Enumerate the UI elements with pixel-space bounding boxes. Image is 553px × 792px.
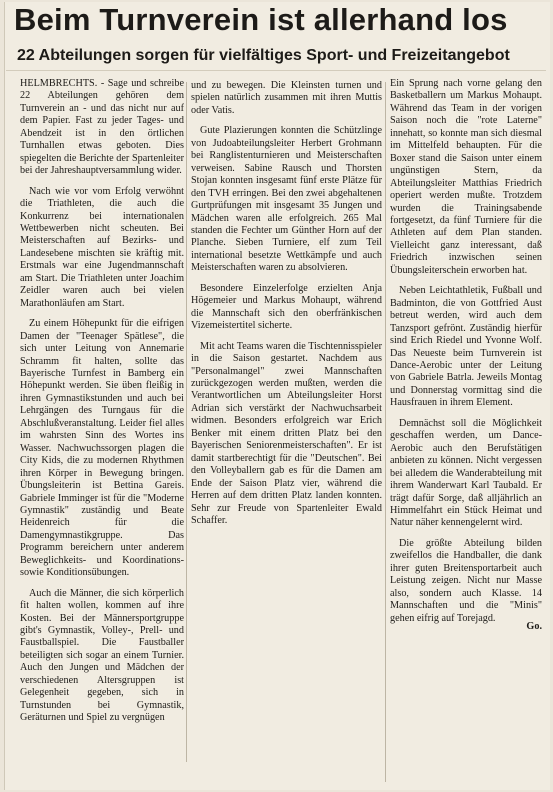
paragraph: Auch die Männer, die sich körperlich fit halten wollen, kommen auf ihre Kosten. Bei der Männersportgruppe gibt's Gymnastik, Volley-, Prell- und Faustballspiel. Die Faustballer beteiligten sich sogar an einem Turnier. Auch den Jungen und Mädchen der verschiedenen Altersgruppen ist Gelegenheit gegeben, sich in Turnstunden bei Gymnastik, Geräturnen und Spiel zu vergnügen: [20, 587, 184, 724]
paragraph: und zu bewegen. Die Kleinsten turnen und spielen natürlich zusammen mit ihren Muttis oder Vatis.: [191, 80, 382, 116]
column-divider: [186, 82, 187, 762]
article-column-2: [191, 80, 382, 792]
paragraph: Besondere Einzelerfolge erzielten Anja Högemeier und Markus Mohaupt, während die Mannschaft sich den oberfränkischen Vizemeistertitel sicherte.: [191, 282, 382, 332]
paragraph: Die größte Abteilung bilden zweifellos die Handballer, die dank ihrer guten Breitensportarbeit auch Leistung zeigen. Nicht nur Masse also, sondern auch Klasse. 14 Mannschaften und die "Minis" gehen eifrig auf Torejagd.: [390, 537, 542, 624]
paragraph: Zu einem Höhepunkt für die eifrigen Damen der "Teenager Spätlese", die sich unter Leitung von Annemarie Schramm fit halten, sollte das Bayerische Turnfest in Bamberg ein Höhepunkt werden. Sie üben fleißig in ihren Gymnastikstunden und auch bei Lehrgängen des Turngaus für die Abschlußveranstaltung. Leider fiel alles im wahrsten Sinn des Wortes ins Wasser. Nachwuchssorgen plagen die City Kids, die zu modernen Rhythmen ihren Körper in Bewegung bringen. Übungsleiterin ist Bettina Gareis. Gabriele Imminger ist für die "Moderne Gymnastik" zuständig und Beate Heidenreich für die Damengymnastikgruppe. Das Programm bereichern unter anderem Beweglichkeits- und Koordinations- sowie Konditionsübungen.: [20, 318, 184, 579]
column-divider: [385, 82, 386, 782]
article-column-1: [20, 78, 184, 790]
paragraph: Neben Leichtathletik, Fußball und Badminton, die von Gottfried Aust betreut werden, wird auch dem Tanzsport gefrönt. Zuständig hierfür sind Erich Riedel und Yvonne Wolf. Das Neueste beim Turnverein ist Dance-Aerobic unter der Leitung von Gabriele Batrla. Jeweils Montag und Donnerstag vormittag sind die Hausfrauen in ihrem Element.: [390, 285, 542, 409]
header-divider: [6, 70, 546, 71]
article-column-3: [390, 78, 542, 790]
paragraph: Mit acht Teams waren die Tischtennisspieler in die Saison gestartet. Nachdem aus "Personalmangel" zwei Mannschaften zurückgezogen werden mußten, werden die Verantwortlichen um Abteilungsleiter Horst Adrian sich verstärkt der Nachwuchsarbeit widmen. Besonders erfolgreich war Erich Benker mit einem dritten Platz bei den Bayerischen Seniorenmeisterschaften". Er ist damit startberechtigt für die "Deutschen". Bei den Volleyballern gab es für die Damen am Ende der Saison Platz vier, während die Herren auf dem dritten Platz landen konnten. Sehr zur Freude von Spartenleiter Ewald Schaffer.: [191, 340, 382, 526]
paragraph: Gute Plazierungen konnten die Schützlinge von Judoabteilungsleiter Herbert Grohmann bei Ranglistenturnieren und Meisterschaften verweisen. Sabine Rausch und Thorsten Stojan konnten insgesamt fünf erste Plätze für den TVH erringen. Bei den zwei abgehaltenen Gurtprüfungen mit insgesamt 35 Jungen und Mädchen waren alle erfolgreich. 265 Mal standen die Fechter um Günther Horn auf der Planche. Sieben Turniere, elf zum Teil international besetzte Wettkämpfe und auch Meisterschaften waren zu absolvieren.: [191, 125, 382, 274]
headline: Beim Turnverein ist allerhand los: [14, 2, 508, 37]
author-signature: Go.: [526, 621, 542, 633]
paragraph: Ein Sprung nach vorne gelang den Basketballern um Markus Mohaupt. Während das Team in der vorigen Saison noch die "rote Laterne" innehatt, so konnte man sich diesmal im Mittelfeld behaupten. Für die Boxer stand die Saison unter einem ungünstigen Stern, da Abteilungsleiter Matthias Friedrich operiert werden mußte. Trotzdem wurden die Trainingsabende fortgesetzt, da fünf Turniere für die Athleten auf dem Plan standen. Vielleicht ganz interessant, daß Friedrich inzwischen seinen Übungsleiterschein erworben hat.: [390, 78, 542, 276]
subheadline: 22 Abteilungen sorgen für vielfältiges Sport- und Freizeitangebot: [17, 47, 510, 64]
paragraph: HELMBRECHTS. - Sage und schreibe 22 Abteilungen gehören dem Turnverein an - und das nicht nur auf dem Papier. Fast zu jeder Tages- und Abendzeit ist in den örtlichen Turnhallen etwas geboten. Dies spiegelten die Berichte der Spartenleiter bei der Jahreshauptversammlung wider.: [20, 78, 184, 177]
paragraph: Demnächst soll die Möglichkeit geschaffen werden, um Dance-Aerobic auch den Berufstätigen anbieten zu können. Nicht vergessen bei alledem die Wanderabteilung mit ihrem Wanderwart Karl Taubald. Er trägt dafür Sorge, daß alljährlich an Himmelfahrt ein Stück Heimat und Natur näher kennengelernt wird.: [390, 417, 542, 529]
paragraph: Nach wie vor vom Erfolg verwöhnt die Triathleten, die auch die Konkurrenz bei internationalen Wettbewerben nicht scheuten. Bei Meisterschaften auf Bezirks- und Landesebene mischten sie kräftig mit. Erstmals war eine Jugendmannschaft am Start. Die Triathleten unter Joachim Zeidler waren auch bei vielen Marathonläufen am Start.: [20, 185, 184, 309]
